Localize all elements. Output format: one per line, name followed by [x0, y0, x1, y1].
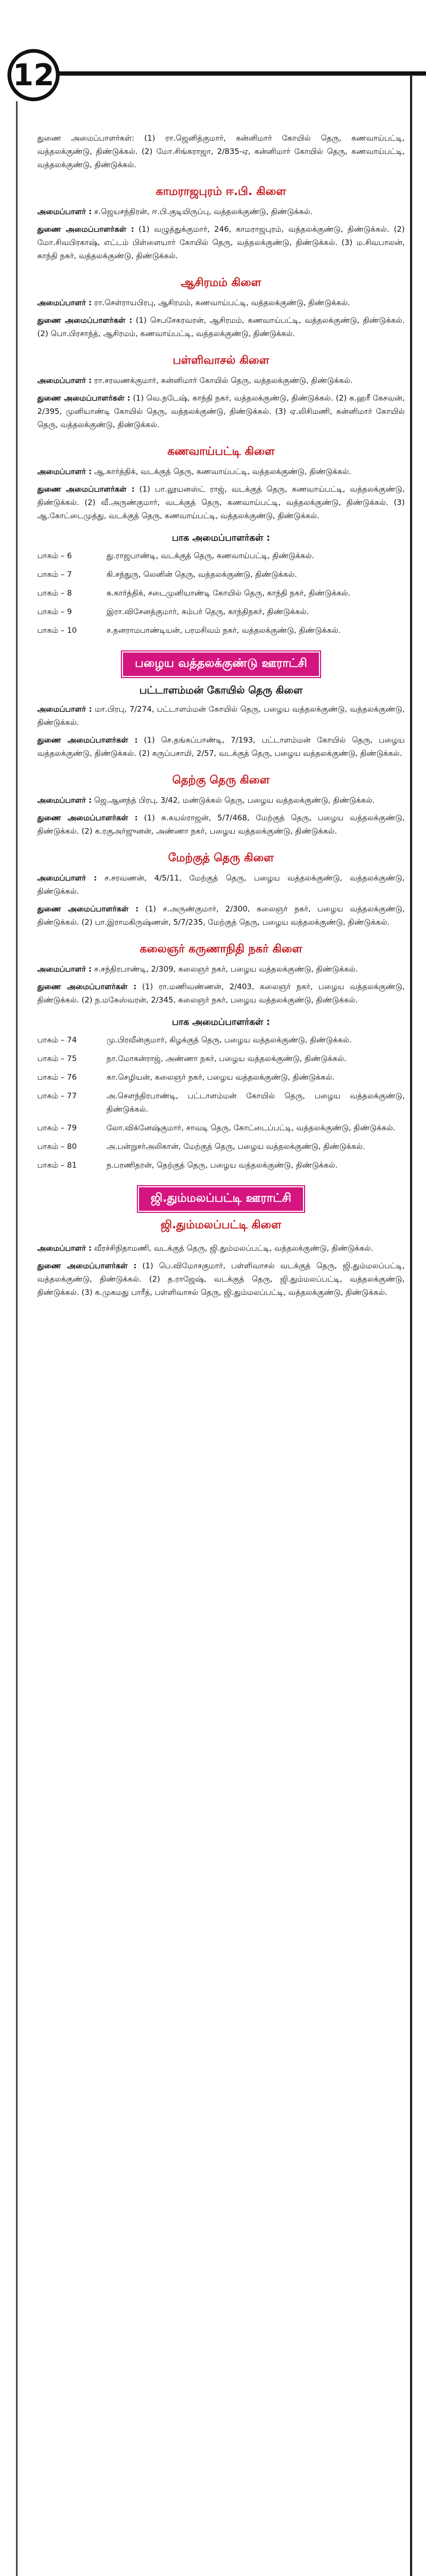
area-row: [37, 1053, 405, 1066]
panchayat-banner-wrap: [37, 1186, 405, 1212]
vice-label: துணை அமைப்பாளர்கள் :: [37, 905, 139, 914]
header-rule: [59, 71, 426, 76]
president-label: அமைப்பாளர் :: [37, 468, 92, 476]
vice-label: துணை அமைப்பாளர்கள் :: [37, 814, 138, 822]
president-text: வீரச்சிநிதாமணி, வடக்குத் தெரு, ஜி.தும்மலப்பட்டி, வத்தலக்குண்டு, திண்டுக்கல்.: [94, 1244, 374, 1253]
area-label: பாகம் – 9: [37, 608, 72, 616]
area-row: [37, 1140, 405, 1154]
area-text: து.ராஜபாண்டி, வடக்குத் தெரு, கணவாய்பட்டி, திண்டுக்கல்.: [106, 552, 315, 560]
area-row: [37, 624, 405, 638]
area-label: பாகம் – 76: [37, 1073, 77, 1082]
president-label: அமைப்பாளர் :: [37, 299, 92, 307]
vice-entry: [37, 903, 405, 930]
president-entry: [37, 794, 405, 808]
president-text: ச.சந்திரபாண்டி, 2/309, கலைஞர் நகர், பழைய வத்தலக்குண்டு, திண்டுக்கல்.: [94, 965, 358, 974]
vice-label: துணை அமைப்பாளர்கள் :: [37, 1262, 137, 1270]
area-label: பாகம் – 75: [37, 1055, 77, 1063]
president-entry: [37, 703, 405, 730]
vice-text: (1) பா.லூயனஸ்ட் ராஜ், வடக்குத் தெரு, கணவாய்பட்டி, வத்தலக்குண்டு, திண்டுக்கல். (2) வீ.அருண்குமார், வடக்குத் தெரு, கணவாய்பட்டி, வத்தலக்குண்டு, திண்டுக்கல். (3) ஆ.கோட்டைமுத்து, வடக்குத் தெரு, கணவாய்பட்டி, வத்தலக்குண்டு, திண்டுக்கல்.: [37, 485, 405, 520]
section-title: பட்டாளம்மன் கோயில் தெரு கிளை: [139, 684, 303, 696]
vice-entry: [37, 981, 405, 1007]
area-text: மு.பிரவீன்குமார், கிழக்குத் தெரு, பழைய வத்தலக்குண்டு, திண்டுக்கல்.: [106, 1036, 352, 1045]
president-entry: [37, 466, 405, 479]
vice-entry: [37, 314, 405, 341]
president-text: ஆ.கார்த்திக், வடக்குத் தெரு, கணவாய்பட்டி, வத்தலக்குண்டு, திண்டுக்கல்.: [94, 468, 351, 476]
vice-text: (1) பெ.விமோசகுமார், பள்ளிவாசல் வடக்குத் தெரு, ஜி.தும்மலப்பட்டி, வத்தலக்குண்டு, திண்டுக்கல். (2) த.ராஜேஷ், வடக்குத் தெரு, ஜி.தும்மலப்பட்டி, வத்தலக்குண்டு, திண்டுக்கல். (3) க.முகமது பாரீத், பள்ளிவாசல் தெரு, ஜி.தும்மலப்பட்டி, வத்தலக்குண்டு, திண்டுக்கல்.: [37, 1262, 405, 1297]
president-label: அமைப்பாளர் :: [37, 377, 92, 385]
president-text: ஜெ.ஆனந்த் பிரபு, 3/42, மண்டுக்கல் தெரு, பழைய வத்தலக்குண்டு, திண்டுக்கல்.: [94, 796, 375, 805]
section-title: தெற்கு தெரு கிளை: [172, 773, 270, 786]
area-row: [37, 1071, 405, 1085]
section-title: கணவாய்பட்டி கிளை: [167, 445, 275, 458]
page-number: 12: [7, 49, 60, 101]
area-text: கா.செழியன், கலைஞர் நகர், பழைய வத்தலக்குண்டு, திண்டுக்கல்.: [106, 1073, 335, 1082]
panchayat-banner: பழைய வத்தலக்குண்டு ஊராட்சி: [122, 651, 320, 677]
vice-text: (1) செபசேகரவரன், ஆசிரமம், கணவாய்பட்டி, வத்தலக்குண்டு, திண்டுக்கல். (2) பொ.பிரசாந்த், ஆசிரமம், கணவாய்பட்டி, வத்தலக்குண்டு, திண்டுக்கல்.: [37, 316, 405, 338]
president-label: அமைப்பாளர் :: [37, 705, 92, 714]
section-title: பள்ளிவாசல் கிளை: [173, 354, 269, 366]
right-margin-rule: [410, 75, 412, 2576]
area-text: ச.தனராமபாண்டியன், பரமசிவம் நகர், வத்தலக்குண்டு, திண்டுக்கல்.: [106, 626, 341, 635]
president-entry: [37, 963, 405, 976]
area-row: [37, 1122, 405, 1135]
area-label: பாகம் – 7: [37, 570, 72, 579]
area-label: பாகம் – 6: [37, 552, 72, 560]
area-text: அ.செளந்திரபாண்டி, பட்டாளம்மன் கோயில் தெரு, பழைய வத்தலக்குண்டு, திண்டுக்கல்.: [106, 1092, 405, 1114]
section-title: ஜி.தும்மலப்பட்டி கிளை: [160, 1218, 282, 1231]
vice-text: (1) செ.தங்கப்பாண்டி, 7/193, பட்டாளம்மன் கோயில் தெரு, பழைய வத்தலக்குண்டு, திண்டுக்கல். (2) கருப்பசாமி, 2/57, வடக்குத் தெரு, பழைய வத்தலக்குண்டு, திண்டுக்கல்.: [37, 736, 405, 758]
page-content: [37, 132, 405, 1304]
vice-text: (1) வெ.நடேஷ், காந்தி நகர், வத்தலக்குண்டு, திண்டுக்கல். (2) க.ஹரீ கேசவன், 2/395, முனியாண்டி கோயில் தெரு, வத்தலக்குண்டு, திண்டுக்கல். (3) ஏ.லிசிமணி, கன்னிமார் கோயில் தெரு, வத்தலக்குண்டு, திண்டுக்கல்.: [37, 394, 405, 429]
page-header: [0, 0, 426, 107]
president-entry: [37, 297, 405, 310]
panchayat-banner: ஜி.தும்மலப்பட்டி ஊராட்சி: [138, 1186, 304, 1212]
president-text: ச.ஜெயசந்திரன், ஈ.பி.குடியிருப்பு, வத்தலக்குண்டு, திண்டுக்கல்.: [94, 208, 313, 216]
area-label: பாகம் – 74: [37, 1036, 77, 1045]
vice-text: (1) ச.அருண்குமார், 2/300, கலைஞர் நகர், பழைய வத்தலக்குண்டு, திண்டுக்கல். (2) பா.இராமகிருஷ்ணன், 5/7/235, மேற்குத் தெரு, பழைய வத்தலக்குண்டு, திண்டுக்கல்.: [37, 905, 405, 927]
president-label: அமைப்பாளர் :: [37, 1244, 92, 1253]
area-label: பாகம் – 8: [37, 589, 72, 598]
vice-label: துணை அமைப்பாளர்கள் :: [37, 983, 137, 991]
area-text: க.கார்த்திக், சடைமுனியாண்டி கோயில் தெரு, காந்தி நகர், திண்டுக்கல்.: [106, 589, 351, 598]
vice-entry: [37, 812, 405, 838]
area-row: [37, 550, 405, 563]
president-text: ரா.செள்ராயபிரபு, ஆசிரமம், கணவாய்பட்டி, வத்தலக்குண்டு, திண்டுக்கல்.: [94, 299, 350, 307]
area-text: நா.மோகன்ராஜ், அண்ணா நகர், பழைய வத்தலக்குண்டு, திண்டுக்கல்.: [106, 1055, 347, 1063]
vice-text: (1) ரா.மணிவண்ணன், 2/403, கலைஞர் நகர், பழைய வத்தலக்குண்டு, திண்டுக்கல். (2) ந.மகேஸ்வரன், 2/345, கலைஞர் நகர், பழைய வத்தலக்குண்டு, திண்டுக்கல்.: [37, 983, 405, 1005]
area-text: லோ.விக்னேஷ்குமார், சாவடி தெரு, கோட்டைப்பட்டி, வத்தலக்குண்டு, திண்டுக்கல்.: [106, 1124, 396, 1132]
section-title: மேற்குத் தெரு கிளை: [168, 851, 274, 864]
top-vice-text: துணை அமைப்பாளர்கள்: (1) ரா.ஜெனித்குமார், கன்னிமார் கோயில் தெரு, கணவாய்பட்டி, வத்தலக்குண்டு, திண்டுக்கல். (2) மோ.சிங்கராஜா, 2/835-ஏ, கன்னிமார் கோயில் தெரு, கணவாய்பட்டி, வத்தலக்குண்டு, திண்டுக்கல்.: [37, 134, 405, 169]
top-vice-block: [37, 132, 405, 172]
area-text: கி.சந்துரு, லெனின் தெரு, வத்தலக்குண்டு, திண்டுக்கல்.: [106, 570, 297, 579]
area-row: [37, 1090, 405, 1116]
area-label: பாகம் – 77: [37, 1092, 77, 1100]
area-text: அ.பன்றுசர்அலிகான், மேற்குத் தெரு, பழைய வத்தலக்குண்டு, திண்டுக்கல்.: [106, 1143, 365, 1151]
area-row: [37, 1034, 405, 1047]
vice-entry: [37, 734, 405, 761]
vice-label: துணை அமைப்பாளர்கள் :: [37, 316, 133, 325]
vice-text: (1) சு.கயல்ராஜன், 5/7/468, மேற்குத் தெரு, பழைய வத்தலக்குண்டு, திண்டுக்கல். (2) க.ரகுஅர்ஜுனன், அண்ணா நகர், பழைய வத்தலக்குண்டு, திண்டுக்கல்.: [37, 814, 405, 836]
president-entry: [37, 374, 405, 388]
area-label: பாகம் – 79: [37, 1124, 77, 1132]
president-entry: [37, 1242, 405, 1256]
vice-entry: [37, 223, 405, 263]
president-label: அமைப்பாளர் :: [37, 208, 92, 216]
vice-label: துணை அமைப்பாளர்கள் :: [37, 225, 134, 234]
area-row: [37, 587, 405, 600]
vice-label: துணை அமைப்பாளர்கள் :: [37, 485, 135, 494]
vice-label: துணை அமைப்பாளர்கள் :: [37, 736, 138, 745]
president-entry: [37, 872, 405, 899]
section-title: ஆசிரமம் கிளை: [181, 276, 261, 289]
area-label: பாகம் – 81: [37, 1161, 77, 1170]
vice-entry: [37, 1260, 405, 1300]
section-title: கலைஞர் கருணாநிதி நகர் கிளை: [140, 942, 302, 955]
area-label: பாகம் – 10: [37, 626, 77, 635]
left-margin-rule: [16, 101, 18, 2576]
area-label: பாகம் – 80: [37, 1143, 77, 1151]
vice-entry: [37, 483, 405, 523]
president-text: ரா.சரவணக்குமார், கன்னிமார் கோயில் தெரு, வத்தலக்குண்டு, திண்டுக்கல்.: [94, 377, 353, 385]
area-reps-heading: பாக அமைப்பாளர்கள் :: [171, 533, 271, 543]
president-label: அமைப்பாளர் :: [37, 874, 97, 883]
area-row: [37, 568, 405, 582]
panchayat-banner-wrap: [37, 651, 405, 677]
area-row: [37, 1159, 405, 1172]
president-label: அமைப்பாளர் :: [37, 965, 92, 974]
vice-label: துணை அமைப்பாளர்கள் :: [37, 394, 130, 403]
vice-entry: [37, 392, 405, 432]
president-entry: [37, 206, 405, 219]
area-text: ந.பரணிதரன், தெற்குத் தெரு, பழைய வத்தலக்குண்டு, திண்டுக்கல்.: [106, 1161, 338, 1170]
vice-text: (1) வழுத்துக்குமார், 246, காமராஜபுரம், வத்தலக்குண்டு, திண்டுக்கல். (2) மோ.சிவபிரகாஷ், எட்டம் பிள்ளையார் கோயில் தெரு, வத்தலக்குண்டு, திண்டுக்கல். (3) ம.சிவபாலன், காந்தி நகர், வத்தலக்குண்டு, திண்டுக்கல்.: [37, 225, 405, 260]
area-row: [37, 606, 405, 619]
president-text: ச.சரவணன், 4/5/11, மேற்குத் தெரு, பழைய வத்தலக்குண்டு, வத்தலக்குண்டு, திண்டுக்கல்.: [37, 874, 405, 896]
president-text: மா.பிரபு, 7/274, பட்டாளம்மன் கோயில் தெரு, பழைய வத்தலக்குண்டு, வத்தலக்குண்டு, திண்டுக்கல்.: [37, 705, 405, 727]
president-label: அமைப்பாளர் :: [37, 796, 92, 805]
area-text: இரா.விசேனத்குமார், கம்பர் தெரு, காந்திநகர், திண்டுக்கல்.: [106, 608, 309, 616]
section-title: காமராஜபுரம் ஈ.பி. கிளை: [155, 185, 286, 198]
area-reps-heading: பாக அமைப்பாளர்கள் :: [171, 1017, 271, 1028]
